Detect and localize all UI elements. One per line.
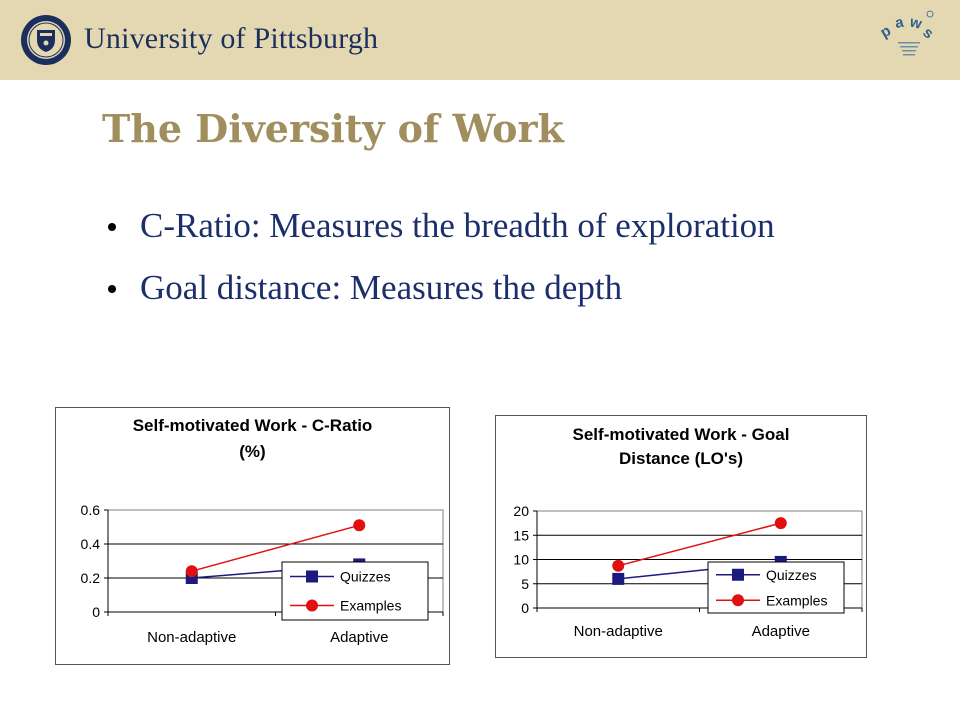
legend-label: Quizzes — [766, 566, 817, 583]
data-point — [612, 573, 624, 585]
legend-marker — [306, 600, 318, 612]
y-tick-label: 15 — [513, 527, 529, 544]
legend-label: Examples — [766, 592, 828, 609]
university-seal-icon — [20, 14, 72, 66]
y-tick-label: 0 — [521, 600, 529, 616]
slide-title: The Diversity of Work — [102, 106, 564, 151]
bullet-dot-icon — [108, 285, 116, 293]
svg-text:p: p — [878, 22, 894, 42]
chart-title-line: Self-motivated Work - Goal — [572, 425, 790, 444]
c-ratio-chart — [55, 407, 450, 665]
chart-title-line: (%) — [239, 442, 266, 461]
chart-plot — [496, 416, 866, 657]
university-name: University of Pittsburgh — [84, 22, 379, 55]
bullet-dot-icon — [108, 223, 116, 231]
svg-text:s: s — [919, 24, 937, 43]
data-point — [775, 517, 787, 529]
y-tick-label: 0 — [92, 604, 100, 620]
y-tick-label: 0.6 — [80, 502, 100, 518]
legend-label: Quizzes — [340, 568, 391, 585]
bullet-item — [108, 206, 775, 268]
data-point — [353, 519, 365, 531]
x-tick-label: Adaptive — [330, 629, 389, 646]
y-tick-label: 5 — [521, 575, 529, 592]
goal-distance-chart — [495, 415, 867, 658]
y-tick-label: 0.2 — [80, 570, 100, 586]
legend-marker — [306, 571, 318, 583]
svg-text:w: w — [907, 13, 924, 33]
data-point — [612, 560, 624, 572]
bullet-list — [108, 206, 775, 330]
bullet-text: Goal distance: Measures the depth — [140, 268, 623, 307]
paws-logo-icon — [878, 4, 938, 64]
header-bar — [0, 0, 960, 80]
bullet-item — [108, 268, 775, 330]
bullet-text: C-Ratio: Measures the breadth of exploration — [140, 206, 775, 245]
svg-text:a: a — [893, 13, 905, 32]
x-tick-label: Non-adaptive — [573, 623, 663, 640]
chart-title-line: Self-motivated Work - C-Ratio — [132, 416, 373, 435]
y-tick-label: 0.4 — [80, 536, 100, 552]
chart-plot — [56, 408, 449, 664]
x-tick-label: Non-adaptive — [147, 629, 237, 646]
x-tick-label: Adaptive — [751, 623, 810, 640]
y-tick-label: 20 — [513, 503, 529, 519]
y-tick-label: 10 — [513, 551, 529, 568]
data-point — [186, 565, 198, 577]
chart-title-line: Distance (LO's) — [618, 449, 743, 468]
legend-marker — [732, 594, 744, 606]
legend-marker — [732, 569, 744, 581]
legend-label: Examples — [340, 597, 402, 614]
